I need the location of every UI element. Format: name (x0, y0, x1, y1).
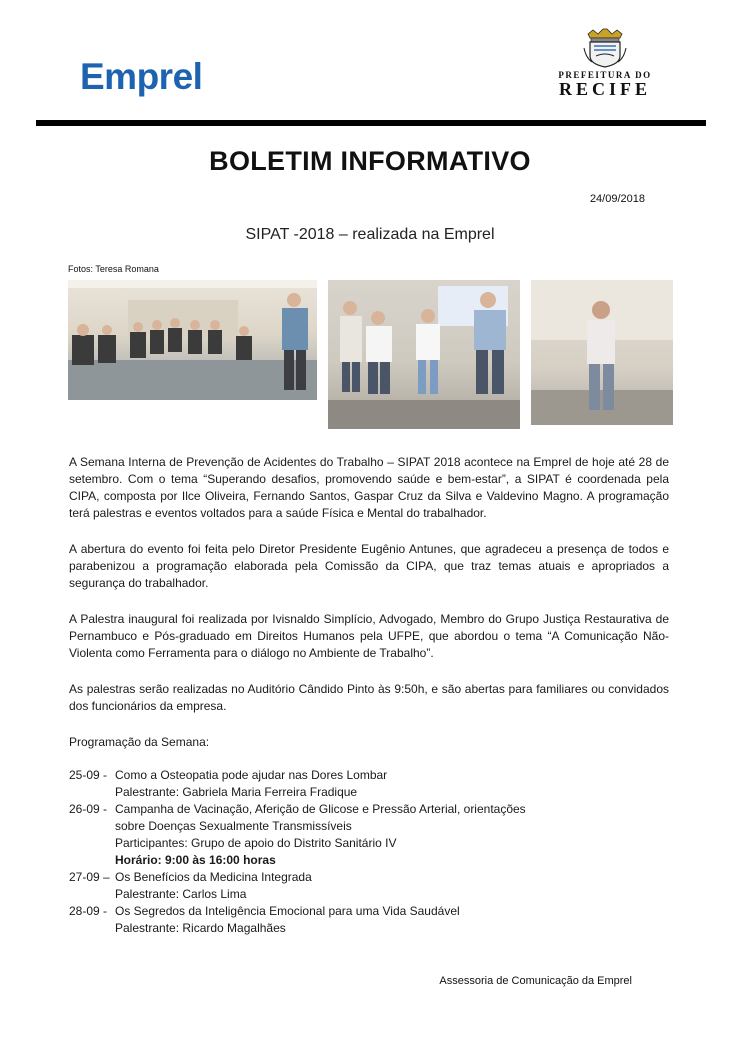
paragraph-venue: As palestras serão realizadas no Auditório Cândido Pinto às 9:50h, e são abertas para familiares ou convidados dos funcionários da empresa. (69, 682, 669, 713)
schedule-topic-continued: sobre Doenças Sexualmente Transmissíveis (115, 819, 352, 833)
schedule-time: Horário: 9:00 às 16:00 horas (115, 853, 276, 867)
schedule-item (69, 869, 629, 886)
prefeitura-recife-logo (550, 28, 660, 98)
prefeitura-label: PREFEITURA DO (558, 70, 652, 80)
bulletin-date: 24/09/2018 (589, 193, 645, 205)
schedule-date: 27-09 – (69, 870, 110, 884)
schedule-topic: Como a Osteopatia pode ajudar nas Dores Lombar (115, 768, 388, 782)
schedule-speaker: Palestrante: Gabriela Maria Ferreira Fradique (115, 785, 358, 799)
schedule-speaker: Palestrante: Carlos Lima (115, 887, 247, 901)
schedule-topic: Campanha de Vacinação, Aferição de Glicose e Pressão Arterial, orientações (115, 802, 526, 816)
footer-credit: Assessoria de Comunicação da Emprel (439, 975, 632, 987)
paragraph-keynote: A Palestra inaugural foi realizada por Ivisnaldo Simplício, Advogado, Membro do Grupo Justiça Restaurativa de Pernambuco e Pós-graduado em Direitos Humanos pela UFPE, que abordou o tema “A Comunicação Não-Violenta como Ferramenta para o diálogo no Ambiente de Trabalho”. (69, 612, 669, 660)
page-title: BOLETIM INFORMATIVO (209, 146, 531, 176)
article-subtitle: SIPAT -2018 – realizada na Emprel (245, 226, 495, 243)
photo-speakers (328, 280, 520, 429)
schedule-topic: Os Segredos da Inteligência Emocional para uma Vida Saudável (115, 904, 460, 918)
schedule-item (69, 801, 629, 818)
schedule-item (69, 903, 629, 920)
emprel-logo: Emprel (80, 56, 203, 97)
schedule-list (69, 767, 629, 937)
paragraph-intro: A Semana Interna de Prevenção de Acidentes do Trabalho – SIPAT 2018 acontece na Emprel de hoje até 28 de setembro. Com o tema “Superando desafios, promovendo saúde e bem-estar”, a SIPAT é coordenada pela CIPA, composta por Ilce Oliveira, Fernando Santos, Gaspar Cruz da Silva e Valdevino Magno. A programação terá palestras e eventos voltados para a saúde Física e Mental do trabalhador. (69, 455, 669, 520)
header-divider (36, 120, 706, 126)
schedule-date: 25-09 - (69, 768, 108, 782)
schedule-topic: Os Benefícios da Medicina Integrada (115, 870, 312, 884)
paragraph-opening: A abertura do evento foi feita pelo Diretor Presidente Eugênio Antunes, que agradeceu a presença de todos e parabenizou a programação elaborada pela Comissão da CIPA, que traz temas atuais e apropriados a segurança do trabalhador. (69, 542, 669, 590)
schedule-date: 28-09 - (69, 904, 108, 918)
photo-credit: Fotos: Teresa Romana (68, 264, 159, 274)
photo-audience (68, 280, 317, 400)
coat-of-arms-icon (582, 28, 628, 68)
photo-keynote-speaker (531, 280, 673, 425)
schedule-heading: Programação da Semana: (69, 735, 210, 749)
schedule-speaker: Palestrante: Ricardo Magalhães (115, 921, 286, 935)
recife-label: RECIFE (558, 79, 651, 99)
schedule-date: 26-09 - (69, 802, 108, 816)
schedule-speaker: Participantes: Grupo de apoio do Distrito Sanitário IV (115, 836, 397, 850)
schedule-item (69, 767, 629, 784)
